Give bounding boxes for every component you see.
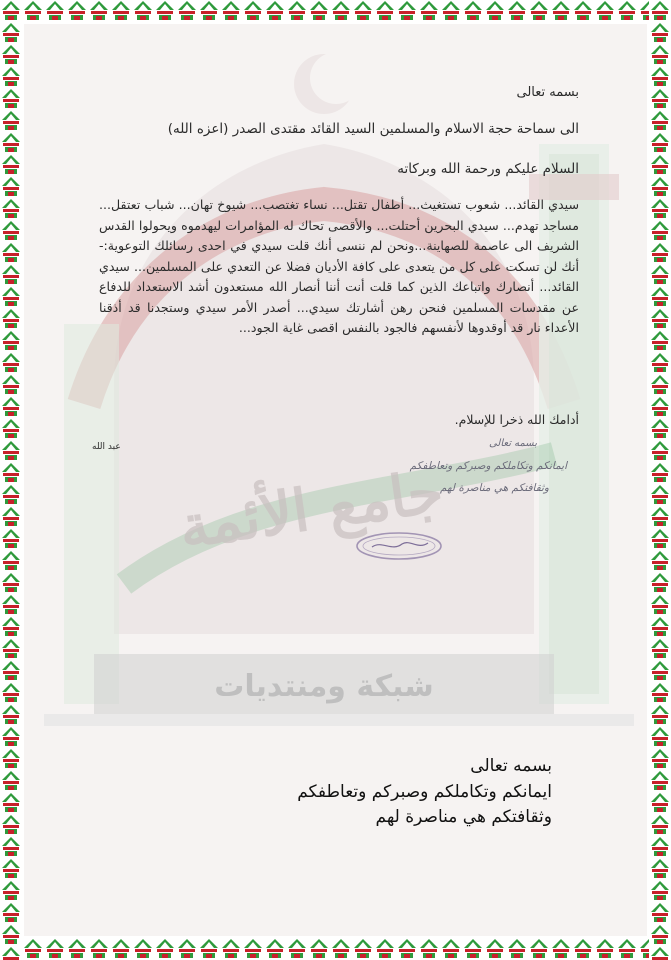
border-motif-icon	[649, 638, 671, 660]
border-motif-icon	[0, 154, 22, 176]
border-motif-icon	[572, 938, 594, 960]
border-motif-icon	[649, 792, 671, 814]
letter-basmala: بسمه تعالى	[516, 85, 579, 100]
border-motif-icon	[66, 938, 88, 960]
border-motif-icon	[550, 0, 572, 22]
border-motif-icon	[66, 0, 88, 22]
caption-line-2: ايمانكم وتكاملكم وصبركم وتعاطفكم	[297, 782, 552, 802]
border-motif-icon	[374, 0, 396, 22]
letter-signature: عبد الله	[92, 442, 121, 452]
border-motif-icon	[594, 0, 616, 22]
border-motif-icon	[0, 814, 22, 836]
border-motif-icon	[0, 22, 22, 44]
border-motif-icon	[0, 88, 22, 110]
border-motif-icon	[649, 880, 671, 902]
border-motif-icon	[0, 682, 22, 704]
border-motif-icon	[0, 660, 22, 682]
border-motif-icon	[396, 0, 418, 22]
border-motif-icon	[0, 748, 22, 770]
border-motif-icon	[649, 462, 671, 484]
border-motif-icon	[0, 902, 22, 924]
border-motif-icon	[0, 264, 22, 286]
border-motif-icon	[88, 938, 110, 960]
letter-page	[24, 24, 647, 936]
border-motif-icon	[0, 0, 22, 22]
border-motif-icon	[0, 792, 22, 814]
border-motif-icon	[649, 616, 671, 638]
border-motif-icon	[0, 550, 22, 572]
border-motif-icon	[649, 748, 671, 770]
border-motif-icon	[649, 220, 671, 242]
border-motif-icon	[0, 110, 22, 132]
border-motif-icon	[649, 242, 671, 264]
letter-body: سيدي القائد... شعوب تستغيث... أطفال تقتل... نساء تغتصب... شيوخ تهان... شباب تعتقل... مساجد تهدم... سيدي البحرين أحتلت... والأقصى تحاك له المؤامرات ليهدموه ويحولوا القدس الشريف الى عاصمة للصهاينة...ونحن لم ننسى أنك قلت سيدي في احدى رسائلك التوعوية:- أنك لن تسكت على كل من يتعدى على كافة الأديان فضلا عن التعدي على المسلمين... سيدي القائد... أنصارك واتباعك الذين كما قلت أنت أننا أنصار الله مستعدون أشد الاستعداد للدفاع عن مقدسات المسلمين فنحن رهن أشارتك سيدي... أصدر الأمر سيدي وستجدنا قد أذقنا الأعداء نار قد أوقدوها لأنفسهم فالجود بالنفس اقصى غاية الجود...	[99, 197, 579, 335]
border-motif-icon	[0, 616, 22, 638]
border-motif-icon	[0, 66, 22, 88]
border-motif-icon	[462, 938, 484, 960]
border-motif-icon	[528, 0, 550, 22]
border-motif-icon	[649, 396, 671, 418]
border-motif-icon	[484, 938, 506, 960]
border-motif-icon	[594, 938, 616, 960]
border-motif-icon	[0, 770, 22, 792]
border-motif-icon	[649, 0, 671, 22]
border-motif-icon	[110, 0, 132, 22]
border-motif-icon	[264, 938, 286, 960]
border-motif-icon	[550, 938, 572, 960]
border-motif-icon	[0, 880, 22, 902]
border-motif-icon	[0, 220, 22, 242]
border-motif-icon	[154, 0, 176, 22]
border-motif-icon	[649, 506, 671, 528]
border-left	[0, 0, 22, 960]
border-motif-icon	[22, 0, 44, 22]
border-motif-icon	[44, 938, 66, 960]
border-motif-icon	[0, 396, 22, 418]
border-motif-icon	[0, 418, 22, 440]
border-motif-icon	[88, 0, 110, 22]
border-motif-icon	[0, 594, 22, 616]
letter-addressee: الى سماحة حجة الاسلام والمسلمين السيد القائد مقتدى الصدر (اعزه الله)	[167, 121, 579, 137]
border-motif-icon	[649, 198, 671, 220]
border-motif-icon	[0, 330, 22, 352]
border-motif-icon	[649, 44, 671, 66]
border-motif-icon	[0, 242, 22, 264]
border-motif-icon	[308, 938, 330, 960]
border-motif-icon	[649, 66, 671, 88]
border-motif-icon	[649, 902, 671, 924]
border-motif-icon	[649, 946, 671, 960]
border-motif-icon	[0, 858, 22, 880]
border-motif-icon	[198, 0, 220, 22]
border-motif-icon	[0, 484, 22, 506]
border-motif-icon	[176, 0, 198, 22]
border-motif-icon	[0, 946, 22, 960]
border-motif-icon	[0, 836, 22, 858]
border-motif-icon	[649, 440, 671, 462]
border-motif-icon	[616, 0, 638, 22]
border-motif-icon	[649, 814, 671, 836]
border-motif-icon	[649, 484, 671, 506]
watermark-logo-text: جامع الأئمة	[174, 457, 448, 562]
border-motif-icon	[649, 22, 671, 44]
border-motif-icon	[132, 938, 154, 960]
border-motif-icon	[418, 938, 440, 960]
caption-line-3: وثقافتكم هي مناصرة لهم	[375, 807, 552, 827]
border-motif-icon	[649, 704, 671, 726]
handwritten-line-1: بسمه تعالى	[488, 438, 537, 449]
border-motif-icon	[0, 572, 22, 594]
border-motif-icon	[0, 638, 22, 660]
border-motif-icon	[484, 0, 506, 22]
border-motif-icon	[649, 726, 671, 748]
border-motif-icon	[462, 0, 484, 22]
border-motif-icon	[330, 0, 352, 22]
border-motif-icon	[649, 594, 671, 616]
caption-line-1: بسمه تعالى	[470, 756, 552, 776]
border-motif-icon	[198, 938, 220, 960]
border-motif-icon	[154, 938, 176, 960]
border-right	[649, 0, 671, 960]
border-motif-icon	[0, 44, 22, 66]
border-motif-icon	[649, 308, 671, 330]
border-motif-icon	[418, 0, 440, 22]
border-motif-icon	[132, 0, 154, 22]
seal-stamp	[354, 530, 444, 562]
border-motif-icon	[0, 374, 22, 396]
border-motif-icon	[649, 660, 671, 682]
border-motif-icon	[176, 938, 198, 960]
border-motif-icon	[649, 924, 671, 946]
border-motif-icon	[649, 528, 671, 550]
watermark-site-text: شبكة ومنتديات	[214, 669, 434, 704]
border-motif-icon	[440, 938, 462, 960]
border-motif-icon	[506, 938, 528, 960]
border-motif-icon	[649, 858, 671, 880]
border-motif-icon	[0, 198, 22, 220]
border-motif-icon	[264, 0, 286, 22]
border-motif-icon	[649, 286, 671, 308]
border-motif-icon	[220, 0, 242, 22]
border-top	[0, 0, 671, 22]
border-motif-icon	[649, 770, 671, 792]
border-motif-icon	[649, 132, 671, 154]
border-motif-icon	[242, 0, 264, 22]
border-motif-icon	[0, 352, 22, 374]
border-motif-icon	[440, 0, 462, 22]
handwritten-line-3: وثقافتكم هي مناصرة لهم	[439, 482, 549, 494]
border-motif-icon	[0, 726, 22, 748]
border-motif-icon	[308, 0, 330, 22]
border-motif-icon	[649, 88, 671, 110]
border-motif-icon	[0, 462, 22, 484]
letter-closing: أدامك الله ذخرا للإسلام.	[454, 412, 579, 427]
border-motif-icon	[374, 938, 396, 960]
border-motif-icon	[0, 308, 22, 330]
border-motif-icon	[220, 938, 242, 960]
border-motif-icon	[0, 176, 22, 198]
border-motif-icon	[649, 836, 671, 858]
border-motif-icon	[0, 924, 22, 946]
border-motif-icon	[242, 938, 264, 960]
border-motif-icon	[649, 330, 671, 352]
border-motif-icon	[572, 0, 594, 22]
border-motif-icon	[396, 938, 418, 960]
border-motif-icon	[286, 938, 308, 960]
border-motif-icon	[330, 938, 352, 960]
border-motif-icon	[649, 264, 671, 286]
border-motif-icon	[0, 506, 22, 528]
letter-greeting: السلام عليكم ورحمة الله وبركاته	[397, 161, 579, 177]
border-motif-icon	[649, 550, 671, 572]
border-motif-icon	[44, 0, 66, 22]
border-motif-icon	[649, 418, 671, 440]
border-motif-icon	[0, 704, 22, 726]
border-motif-icon	[286, 0, 308, 22]
border-motif-icon	[649, 572, 671, 594]
handwritten-line-2: ايمانكم وتكاملكم وصبركم وتعاطفكم	[409, 460, 567, 472]
border-motif-icon	[649, 374, 671, 396]
border-motif-icon	[110, 938, 132, 960]
border-motif-icon	[506, 0, 528, 22]
border-motif-icon	[649, 176, 671, 198]
border-bottom	[0, 938, 671, 960]
border-motif-icon	[616, 938, 638, 960]
border-motif-icon	[649, 154, 671, 176]
border-motif-icon	[0, 286, 22, 308]
border-motif-icon	[0, 440, 22, 462]
border-motif-icon	[22, 938, 44, 960]
border-motif-icon	[649, 110, 671, 132]
border-motif-icon	[352, 0, 374, 22]
border-motif-icon	[0, 528, 22, 550]
border-motif-icon	[352, 938, 374, 960]
border-motif-icon	[649, 682, 671, 704]
border-motif-icon	[649, 352, 671, 374]
border-motif-icon	[528, 938, 550, 960]
border-motif-icon	[0, 132, 22, 154]
